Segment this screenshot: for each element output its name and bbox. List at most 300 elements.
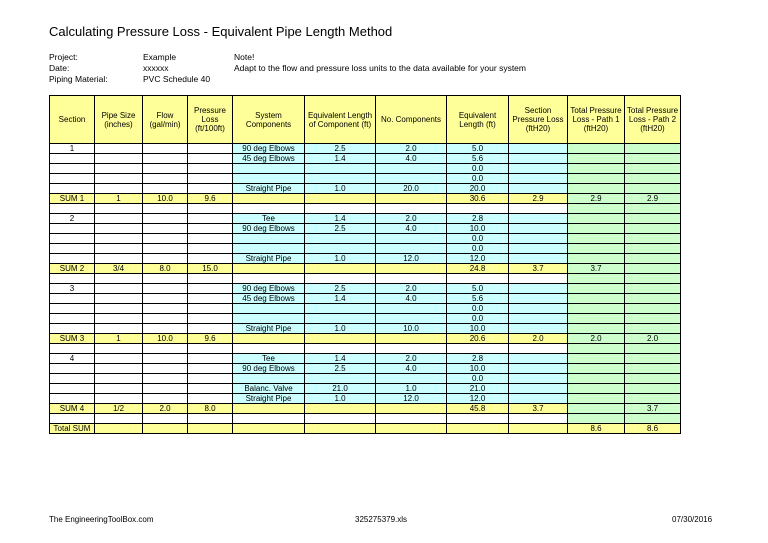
cell-flow: 8.0 <box>143 264 188 274</box>
cell-no-components <box>376 264 447 274</box>
cell-section-pressure-loss <box>509 234 568 244</box>
cell-pipe-size <box>95 164 143 174</box>
cell-section-pressure-loss: 2.9 <box>509 194 568 204</box>
cell-total-path-1 <box>568 314 625 324</box>
cell-equiv-length: 5.6 <box>447 294 509 304</box>
cell-pipe-size <box>95 314 143 324</box>
cell-total-path-2 <box>625 154 681 164</box>
cell-total-path-2 <box>625 234 681 244</box>
cell-equiv-length-component: 1.0 <box>305 324 376 334</box>
cell-equiv-length: 24.8 <box>447 264 509 274</box>
cell-system-components <box>233 414 305 424</box>
spacer-row <box>50 204 681 214</box>
cell-total-path-2 <box>625 144 681 154</box>
cell-total-path-1 <box>568 354 625 364</box>
cell-pressure-loss <box>188 354 233 364</box>
cell-equiv-length-component <box>305 244 376 254</box>
cell-equiv-length: 45.8 <box>447 404 509 414</box>
cell-no-components: 12.0 <box>376 394 447 404</box>
cell-pipe-size <box>95 384 143 394</box>
cell-total-path-2: 3.7 <box>625 404 681 414</box>
cell-flow <box>143 174 188 184</box>
cell-equiv-length-component: 1.0 <box>305 254 376 264</box>
cell-no-components: 2.0 <box>376 284 447 294</box>
cell-no-components <box>376 204 447 214</box>
component-row <box>50 144 681 154</box>
cell-equiv-length-component: 1.0 <box>305 394 376 404</box>
footer-filename: 325275379.xls <box>355 515 408 524</box>
cell-section: 1 <box>50 144 95 154</box>
component-row <box>50 214 681 224</box>
cell-section <box>50 174 95 184</box>
cell-section-pressure-loss <box>509 184 568 194</box>
cell-pipe-size <box>95 294 143 304</box>
cell-section-pressure-loss <box>509 424 568 434</box>
cell-pressure-loss <box>188 344 233 354</box>
cell-section: SUM 1 <box>50 194 95 204</box>
cell-flow <box>143 304 188 314</box>
sum-row <box>50 194 681 204</box>
project-value: Example <box>143 52 177 62</box>
cell-equiv-length: 0.0 <box>447 374 509 384</box>
cell-pressure-loss <box>188 184 233 194</box>
cell-section-pressure-loss <box>509 384 568 394</box>
cell-total-path-1 <box>568 284 625 294</box>
header-row <box>50 96 681 144</box>
cell-section-pressure-loss <box>509 244 568 254</box>
cell-no-components <box>376 244 447 254</box>
cell-flow <box>143 244 188 254</box>
cell-total-path-1 <box>568 364 625 374</box>
cell-system-components <box>233 174 305 184</box>
cell-system-components: 90 deg Elbows <box>233 224 305 234</box>
cell-flow <box>143 254 188 264</box>
cell-equiv-length-component: 2.5 <box>305 284 376 294</box>
cell-pressure-loss: 15.0 <box>188 264 233 274</box>
cell-total-path-2 <box>625 364 681 374</box>
sum-row <box>50 264 681 274</box>
cell-equiv-length: 20.6 <box>447 334 509 344</box>
cell-system-components <box>233 194 305 204</box>
cell-flow <box>143 364 188 374</box>
cell-flow <box>143 314 188 324</box>
cell-flow <box>143 384 188 394</box>
cell-no-components: 2.0 <box>376 214 447 224</box>
cell-equiv-length <box>447 204 509 214</box>
cell-total-path-1 <box>568 224 625 234</box>
header-total-path-2: Total Pressure Loss - Path 2 (ftH20) <box>625 96 681 144</box>
cell-section-pressure-loss <box>509 304 568 314</box>
cell-section <box>50 314 95 324</box>
cell-equiv-length: 30.6 <box>447 194 509 204</box>
component-row <box>50 154 681 164</box>
cell-total-path-1: 8.6 <box>568 424 625 434</box>
cell-flow <box>143 274 188 284</box>
note-block <box>234 52 526 74</box>
cell-pressure-loss <box>188 224 233 234</box>
cell-section <box>50 274 95 284</box>
piping-material-label: Piping Material: <box>49 74 108 84</box>
cell-total-path-2 <box>625 414 681 424</box>
cell-equiv-length: 21.0 <box>447 384 509 394</box>
cell-no-components: 10.0 <box>376 324 447 334</box>
cell-total-path-1 <box>568 144 625 154</box>
header-pressure-loss: Pressure Loss (ft/100ft) <box>188 96 233 144</box>
cell-section-pressure-loss <box>509 364 568 374</box>
cell-section-pressure-loss <box>509 324 568 334</box>
cell-pressure-loss <box>188 384 233 394</box>
cell-total-path-1 <box>568 154 625 164</box>
cell-flow <box>143 164 188 174</box>
cell-flow <box>143 214 188 224</box>
footer-website: The EngineeringToolBox.com <box>49 515 154 524</box>
cell-system-components: 90 deg Elbows <box>233 144 305 154</box>
cell-equiv-length: 0.0 <box>447 314 509 324</box>
cell-total-path-1 <box>568 404 625 414</box>
cell-equiv-length-component: 1.4 <box>305 154 376 164</box>
cell-section-pressure-loss <box>509 374 568 384</box>
cell-section: SUM 3 <box>50 334 95 344</box>
cell-total-path-2 <box>625 214 681 224</box>
meta-labels <box>49 52 108 85</box>
cell-section <box>50 324 95 334</box>
cell-pressure-loss <box>188 324 233 334</box>
cell-pipe-size <box>95 144 143 154</box>
cell-pipe-size <box>95 224 143 234</box>
cell-system-components <box>233 164 305 174</box>
cell-system-components: 90 deg Elbows <box>233 284 305 294</box>
cell-total-path-2 <box>625 344 681 354</box>
cell-no-components <box>376 274 447 284</box>
cell-equiv-length: 5.0 <box>447 284 509 294</box>
header-section-pressure-loss: Section Pressure Loss (ftH20) <box>509 96 568 144</box>
table-body <box>50 144 681 434</box>
header-total-path-1: Total Pressure Loss - Path 1 (ftH20) <box>568 96 625 144</box>
component-row <box>50 384 681 394</box>
cell-flow <box>143 344 188 354</box>
cell-section: SUM 2 <box>50 264 95 274</box>
header-equiv-length: Equivalent Length (ft) <box>447 96 509 144</box>
component-row <box>50 284 681 294</box>
footer-date: 07/30/2016 <box>672 515 713 524</box>
cell-total-path-1 <box>568 374 625 384</box>
cell-no-components <box>376 374 447 384</box>
cell-section-pressure-loss <box>509 224 568 234</box>
cell-section-pressure-loss: 3.7 <box>509 264 568 274</box>
cell-equiv-length: 2.8 <box>447 354 509 364</box>
component-row <box>50 394 681 404</box>
cell-pressure-loss <box>188 274 233 284</box>
pressure-loss-table <box>49 95 681 434</box>
cell-total-path-1 <box>568 294 625 304</box>
cell-pipe-size <box>95 274 143 284</box>
cell-total-path-2 <box>625 384 681 394</box>
cell-equiv-length: 20.0 <box>447 184 509 194</box>
cell-total-path-2 <box>625 374 681 384</box>
cell-equiv-length: 0.0 <box>447 244 509 254</box>
cell-section <box>50 394 95 404</box>
cell-pipe-size <box>95 364 143 374</box>
cell-section-pressure-loss: 3.7 <box>509 404 568 414</box>
component-row <box>50 304 681 314</box>
cell-pressure-loss <box>188 244 233 254</box>
header-section: Section <box>50 96 95 144</box>
sum-row <box>50 404 681 414</box>
note-title: Note! <box>234 52 255 62</box>
cell-equiv-length: 2.8 <box>447 214 509 224</box>
cell-pressure-loss: 9.6 <box>188 334 233 344</box>
cell-system-components <box>233 304 305 314</box>
cell-pressure-loss: 8.0 <box>188 404 233 414</box>
cell-section-pressure-loss <box>509 394 568 404</box>
spacer-row <box>50 274 681 284</box>
cell-flow <box>143 284 188 294</box>
cell-section <box>50 294 95 304</box>
date-value: xxxxxx <box>143 63 169 73</box>
cell-section-pressure-loss <box>509 174 568 184</box>
cell-equiv-length: 0.0 <box>447 234 509 244</box>
cell-section: Total SUM <box>50 424 95 434</box>
cell-pressure-loss <box>188 294 233 304</box>
cell-system-components <box>233 334 305 344</box>
component-row <box>50 224 681 234</box>
cell-section-pressure-loss: 2.0 <box>509 334 568 344</box>
cell-section-pressure-loss <box>509 164 568 174</box>
cell-system-components <box>233 424 305 434</box>
total-sum-row <box>50 424 681 434</box>
component-row <box>50 254 681 264</box>
cell-system-components: Straight Pipe <box>233 324 305 334</box>
cell-no-components: 2.0 <box>376 354 447 364</box>
meta-values <box>143 52 210 85</box>
cell-total-path-2 <box>625 264 681 274</box>
cell-pressure-loss <box>188 174 233 184</box>
cell-pipe-size <box>95 284 143 294</box>
cell-no-components: 20.0 <box>376 184 447 194</box>
cell-total-path-1 <box>568 174 625 184</box>
cell-pipe-size <box>95 244 143 254</box>
cell-section <box>50 374 95 384</box>
cell-section-pressure-loss <box>509 414 568 424</box>
cell-equiv-length-component: 1.0 <box>305 184 376 194</box>
cell-pressure-loss <box>188 254 233 264</box>
cell-flow <box>143 144 188 154</box>
cell-equiv-length-component <box>305 344 376 354</box>
cell-no-components <box>376 424 447 434</box>
cell-system-components <box>233 234 305 244</box>
cell-pipe-size <box>95 354 143 364</box>
cell-equiv-length: 10.0 <box>447 224 509 234</box>
cell-total-path-2 <box>625 354 681 364</box>
cell-equiv-length-component <box>305 304 376 314</box>
cell-flow <box>143 184 188 194</box>
cell-system-components: Tee <box>233 214 305 224</box>
cell-system-components <box>233 264 305 274</box>
cell-pipe-size <box>95 184 143 194</box>
cell-pipe-size <box>95 344 143 354</box>
cell-section-pressure-loss <box>509 294 568 304</box>
cell-pipe-size <box>95 414 143 424</box>
cell-equiv-length: 10.0 <box>447 364 509 374</box>
cell-equiv-length <box>447 344 509 354</box>
cell-system-components: Straight Pipe <box>233 394 305 404</box>
date-label: Date: <box>49 63 70 73</box>
cell-section-pressure-loss <box>509 314 568 324</box>
cell-section <box>50 224 95 234</box>
cell-section-pressure-loss <box>509 214 568 224</box>
cell-pressure-loss: 9.6 <box>188 194 233 204</box>
component-row <box>50 294 681 304</box>
cell-pressure-loss <box>188 374 233 384</box>
cell-total-path-1 <box>568 274 625 284</box>
component-row <box>50 364 681 374</box>
cell-total-path-2 <box>625 314 681 324</box>
component-row <box>50 174 681 184</box>
cell-pressure-loss <box>188 314 233 324</box>
cell-system-components <box>233 244 305 254</box>
cell-pipe-size <box>95 214 143 224</box>
cell-total-path-1 <box>568 304 625 314</box>
cell-system-components: 45 deg Elbows <box>233 294 305 304</box>
cell-pipe-size <box>95 254 143 264</box>
cell-equiv-length-component: 1.4 <box>305 214 376 224</box>
cell-system-components <box>233 274 305 284</box>
cell-system-components: Straight Pipe <box>233 254 305 264</box>
cell-pressure-loss <box>188 424 233 434</box>
cell-flow: 10.0 <box>143 194 188 204</box>
cell-section-pressure-loss <box>509 344 568 354</box>
cell-equiv-length-component: 1.4 <box>305 354 376 364</box>
cell-equiv-length-component <box>305 234 376 244</box>
cell-no-components <box>376 414 447 424</box>
cell-system-components: Tee <box>233 354 305 364</box>
cell-equiv-length-component <box>305 274 376 284</box>
cell-flow <box>143 324 188 334</box>
cell-pipe-size <box>95 154 143 164</box>
cell-total-path-2 <box>625 274 681 284</box>
cell-no-components <box>376 164 447 174</box>
cell-flow: 10.0 <box>143 334 188 344</box>
header-equiv-length-component: Equivalent Length of Component (ft) <box>305 96 376 144</box>
cell-equiv-length: 12.0 <box>447 394 509 404</box>
cell-system-components: 90 deg Elbows <box>233 364 305 374</box>
cell-total-path-2 <box>625 204 681 214</box>
cell-pressure-loss <box>188 234 233 244</box>
cell-section: SUM 4 <box>50 404 95 414</box>
cell-pipe-size <box>95 174 143 184</box>
cell-flow <box>143 424 188 434</box>
cell-no-components: 1.0 <box>376 384 447 394</box>
cell-pressure-loss <box>188 204 233 214</box>
cell-total-path-2 <box>625 394 681 404</box>
cell-pipe-size <box>95 324 143 334</box>
cell-equiv-length-component <box>305 404 376 414</box>
cell-total-path-1 <box>568 184 625 194</box>
cell-equiv-length: 10.0 <box>447 324 509 334</box>
cell-total-path-1 <box>568 244 625 254</box>
cell-section <box>50 164 95 174</box>
cell-total-path-1 <box>568 254 625 264</box>
cell-total-path-1 <box>568 344 625 354</box>
cell-total-path-2 <box>625 244 681 254</box>
sum-row <box>50 334 681 344</box>
cell-section: 2 <box>50 214 95 224</box>
cell-section <box>50 344 95 354</box>
cell-pressure-loss <box>188 214 233 224</box>
cell-equiv-length-component: 2.5 <box>305 144 376 154</box>
cell-pipe-size: 1/2 <box>95 404 143 414</box>
cell-flow <box>143 354 188 364</box>
cell-total-path-1 <box>568 414 625 424</box>
cell-total-path-2 <box>625 254 681 264</box>
cell-equiv-length: 5.6 <box>447 154 509 164</box>
cell-equiv-length <box>447 424 509 434</box>
cell-no-components <box>376 404 447 414</box>
component-row <box>50 374 681 384</box>
cell-flow <box>143 224 188 234</box>
cell-pressure-loss <box>188 394 233 404</box>
cell-system-components: Balanc. Valve <box>233 384 305 394</box>
cell-equiv-length-component <box>305 204 376 214</box>
cell-total-path-1: 2.9 <box>568 194 625 204</box>
cell-section-pressure-loss <box>509 274 568 284</box>
cell-pipe-size <box>95 394 143 404</box>
cell-total-path-1 <box>568 384 625 394</box>
cell-section <box>50 414 95 424</box>
cell-section-pressure-loss <box>509 354 568 364</box>
header-pipe-size: Pipe Size (inches) <box>95 96 143 144</box>
cell-flow <box>143 234 188 244</box>
cell-total-path-2 <box>625 294 681 304</box>
cell-equiv-length-component <box>305 194 376 204</box>
cell-no-components: 12.0 <box>376 254 447 264</box>
cell-total-path-1 <box>568 164 625 174</box>
cell-no-components <box>376 334 447 344</box>
cell-section-pressure-loss <box>509 254 568 264</box>
cell-total-path-1 <box>568 324 625 334</box>
cell-total-path-1 <box>568 394 625 404</box>
component-row <box>50 234 681 244</box>
cell-section <box>50 304 95 314</box>
cell-section <box>50 184 95 194</box>
cell-pressure-loss <box>188 414 233 424</box>
cell-no-components: 4.0 <box>376 364 447 374</box>
cell-section <box>50 154 95 164</box>
header-no-components: No. Components <box>376 96 447 144</box>
component-row <box>50 164 681 174</box>
cell-pipe-size <box>95 424 143 434</box>
cell-total-path-1 <box>568 234 625 244</box>
cell-equiv-length: 0.0 <box>447 164 509 174</box>
cell-pipe-size <box>95 374 143 384</box>
cell-equiv-length-component <box>305 264 376 274</box>
cell-flow <box>143 204 188 214</box>
cell-total-path-2 <box>625 284 681 294</box>
cell-pipe-size <box>95 204 143 214</box>
cell-equiv-length-component <box>305 374 376 384</box>
cell-no-components <box>376 174 447 184</box>
cell-total-path-1 <box>568 204 625 214</box>
cell-section-pressure-loss <box>509 284 568 294</box>
cell-no-components <box>376 344 447 354</box>
cell-pressure-loss <box>188 304 233 314</box>
header-flow: Flow (gal/min) <box>143 96 188 144</box>
cell-equiv-length-component <box>305 174 376 184</box>
cell-section <box>50 364 95 374</box>
cell-pipe-size <box>95 304 143 314</box>
cell-equiv-length-component: 21.0 <box>305 384 376 394</box>
cell-equiv-length: 5.0 <box>447 144 509 154</box>
